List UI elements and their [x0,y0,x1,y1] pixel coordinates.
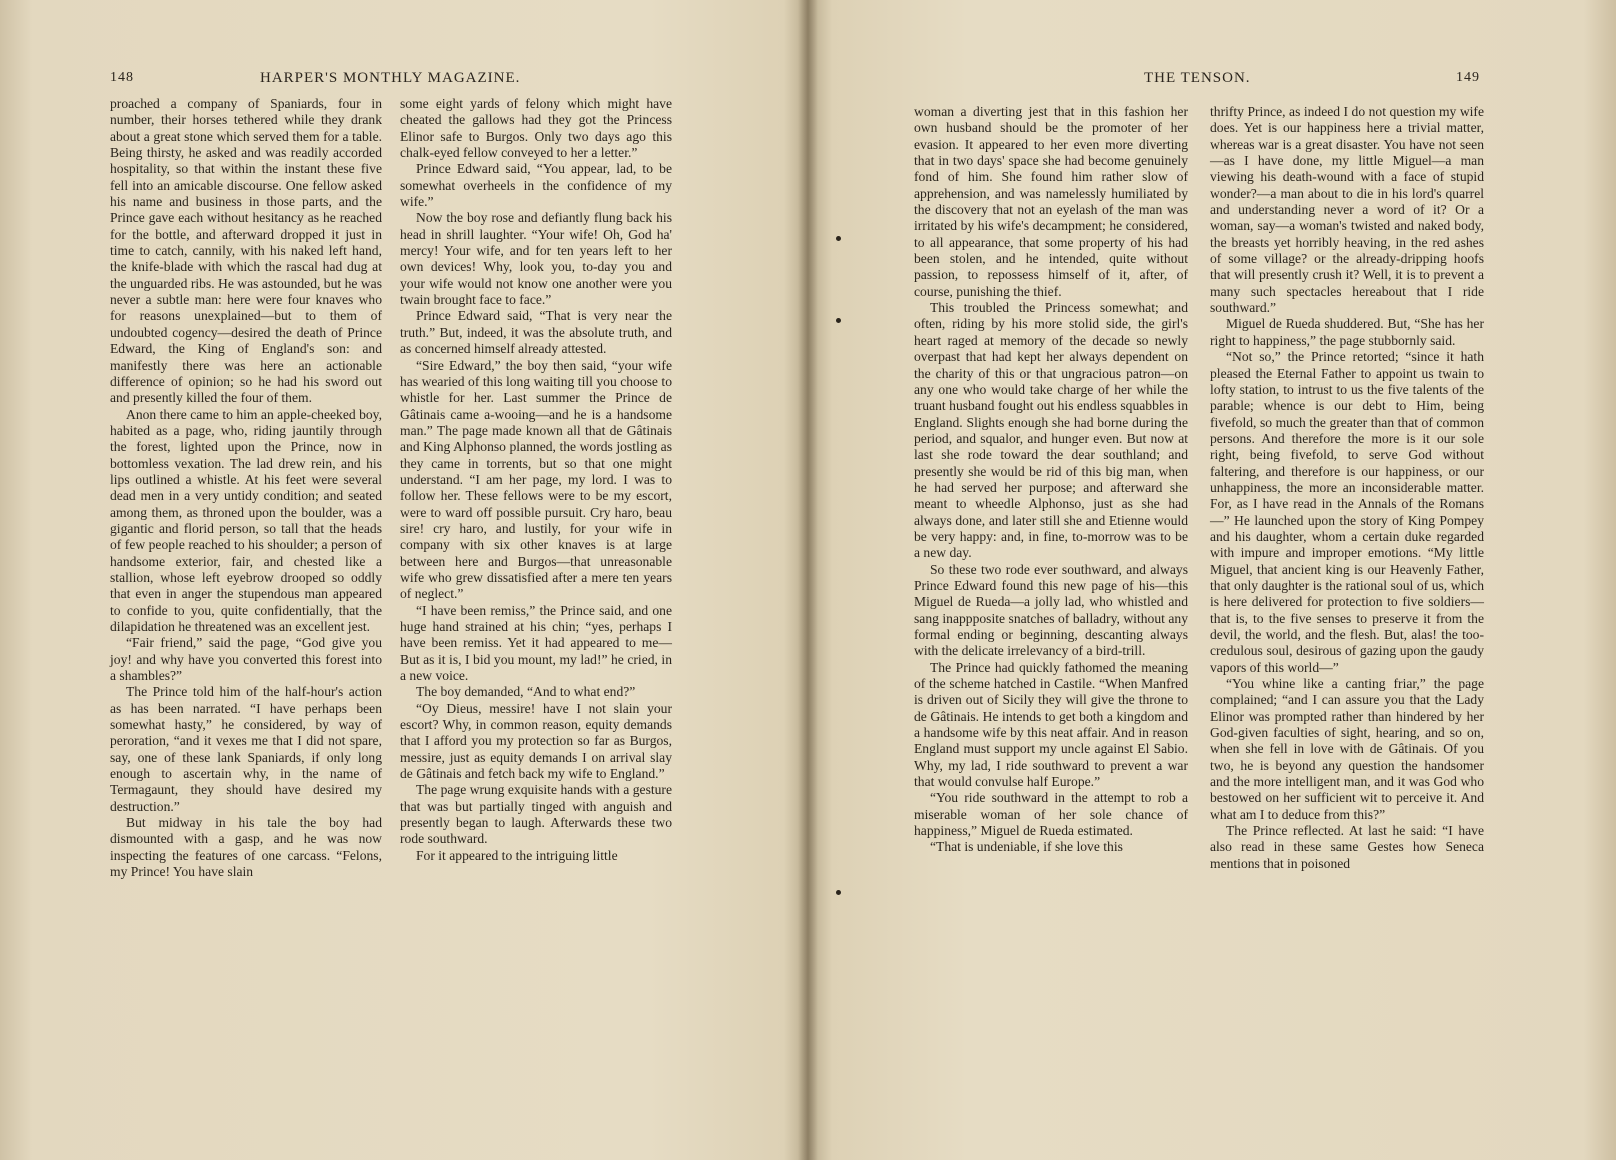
left-page-number: 148 [110,70,134,85]
paragraph: “I have been remiss,” the Prince said, and one huge hand strained at his chin; “yes, perhaps I have been remiss. Yet it had appeared to me— But as it is, I bid you mount, my lad!” he cried, in a new voice. [400,602,672,684]
right-page-number: 149 [1456,70,1480,85]
paragraph: “Fair friend,” said the page, “God give you joy! and why have you converted this forest into a shambles?” [110,635,382,684]
binding-hole-mark [836,890,841,895]
binding-hole-mark [836,318,841,323]
right-running-title: THE TENSON. [1144,70,1251,86]
paragraph: Anon there came to him an apple-cheeked boy, habited as a page, who, riding jauntily through the forest, lighted upon the Prince, now in bottomless vexation. The lad drew rein, and his lips outlined a whistle. At his feet were several dead men in a very untidy condition; and seated among them, as throned upon the boulder, was a gigantic and florid person, so tall that the heads of few people reached to his shoulder; a person of handsome exterior, fair, and chested like a stallion, whose left eyebrow drooped so oddly that even in anger the stupendous man appeared to confide to you, quite confidentially, that the dilapidation he threatened was an excellent jest. [110,406,382,634]
paragraph: “Not so,” the Prince retorted; “since it hath pleased the Eternal Father to appoint us twain to lofty station, to intrust to us the five talents of the parable; whence is our debt to Him, being fivefold, so much the greater than that of common persons. And therefore the more is it our sole right, being fivefold, to serve God without faltering, and therefore is our happiness, or our unhappiness, the more an inconsiderable matter. For, as I have read in the Annals of the Romans—” He launched upon the story of King Pompey and his daughter, whom a certain duke regarded with impure and improper emotions. “My little Miguel, that ancient king is our Heavenly Father, that only daughter is the rational soul of us, which is here delivered for protection to five soldiers—that is, to the five senses to preserve it from the devil, the world, and the flesh. But, alas! the too-credulous soul, desirous of gazing upon the gaudy vapors of this world—” [1210,349,1484,675]
paragraph: But midway in his tale the boy had dismounted with a gasp, and he was now inspecting the features of one carcass. “Felons, my Prince! You have slain [110,815,382,880]
paragraph: “You whine like a canting friar,” the page complained; “and I can assure you that the Lady Elinor was prompted rather than hindered by her God-given faculties of sight, hearing, and so on, when she fell in love with de Gâtinais. Of you two, he is beyond any question the handsomer and the more intelligent man, and it was God who bestowed on her sufficient wit to perceive it. And what am I to deduce from this?” [1210,676,1484,822]
paragraph: The Prince reflected. At last he said: “I have also read in these same Gestes how Seneca mentions that in poisoned [1210,823,1484,871]
paragraph: “You ride southward in the attempt to rob a miserable woman of her sole chance of happiness,” Miguel de Rueda estimated. [914,790,1188,839]
paragraph: The Prince had quickly fathomed the meaning of the scheme hatched in Castile. “When Manfred is driven out of Sicily they will give the throne to de Gâtinais. He intends to get both a kingdom and a handsome wife by this neat affair. And in reason England must support my uncle against El Sabio. Why, my lad, I ride southward to prevent a war that would convulse half Europe.” [914,659,1188,790]
left-page-column-2 [400,96,672,864]
paragraph: Prince Edward said, “That is very near the truth.” But, indeed, it was the absolute truth, and as concerned himself already attested. [400,308,672,357]
binding-hole-mark [836,236,841,241]
right-page-column-1 [914,104,1188,856]
paragraph: Now the boy rose and defiantly flung back his head in shrill laughter. “Your wife! Oh, God ha' mercy! Your wife, and for ten years left to her own devices! Why, look you, to-day you and your wife would not know one another were you twain brought face to face.” [400,210,672,308]
paragraph: The boy demanded, “And to what end?” [416,684,636,700]
right-page [816,0,1616,1160]
paragraph: Miguel de Rueda shuddered. But, “She has her right to happiness,” the page stubbornly said. [1210,316,1484,348]
book-gutter [798,0,818,1160]
paragraph: Prince Edward said, “You appear, lad, to be somewhat overheels in the confidence of my wife.” [400,161,672,210]
paragraph: This troubled the Princess somewhat; and often, riding by his more stolid side, the girl's heart raged at memory of the decade so newly overpast that had kept her always dependent on the charity of this or that ungracious patron—on any one who would take charge of her while the truant husband fought out his endless squabbles in England. Slights enough she had borne during the period, and squalor, and hunger even. But now at last she rode toward the dear southland; and presently she would be rid of this big man, when he had served her purpose; and afterward she meant to wheedle Alphonso, just as she had always done, and later still she and Etienne would be very happy: and, in fine, to-morrow was to be a new day. [914,300,1188,561]
left-page-column-1 [110,96,382,881]
paragraph: The Prince told him of the half-hour's action as has been narrated. “I have perhaps been somewhat hasty,” he considered, by way of peroration, “and it vexes me that I did not spare, say, one of these lank Spaniards, if only long enough to ascertain why, in the name of Termagaunt, they should have desired my destruction.” [110,684,382,814]
paragraph: “Sire Edward,” the boy then said, “your wife has wearied of this long waiting till you choose to whistle for her. Last summer the Prince de Gâtinais came a-wooing—and he is a handsome man.” The page made known all that de Gâtinais and King Alphonso planned, the words jostling as they came in torrents, but so that one might understand. “I am her page, my lord. I was to follow her. These fellows were to be my escort, were to ward off possible pursuit. Cry haro, beau sire! cry haro, and lustily, for your wife in company with six other knaves is at large between here and Burgos—that unreasonable wife who grew dissatisfied after a mere ten years of neglect.” [400,357,672,602]
right-page-column-2 [1210,104,1484,872]
paragraph: The page wrung exquisite hands with a gesture that was but partially tinged with anguish and presently began to laugh. Afterwards these two rode southward. [400,782,672,847]
paragraph: For it appeared to the intriguing little [416,847,618,863]
paragraph: “That is undeniable, if she love this [930,839,1123,855]
paragraph: “Oy Dieus, messire! have I not slain your escort? Why, in common reason, equity demands that I afford you my protection so far as Burgos, messire, just as equity demands I on arrival slay de Gâtinais and fetch back my wife to England.” [400,700,672,782]
paragraph: some eight yards of felony which might have cheated the gallows had they got the Princess Elinor safe to Burgos. Only two days ago this chalk-eyed fellow conveyed to her a letter.” [400,96,672,161]
left-page [0,0,800,1160]
paragraph: proached a company of Spaniards, four in number, their horses tethered while they drank about a great stone which served them for a table. Being thirsty, he asked and was readily accorded hospitality, so that within the instant these five fell into an amicable discourse. One fellow asked his name and business in those parts, and the Prince gave each without hesitancy as he reached for the bottle, and afterward dropped it just in time to catch, cannily, with his naked left hand, the knife-blade with which the rascal had dug at the unguarded ribs. He was astounded, but he was never a subtle man: here were four knaves who for reasons unexplained—but to them of undoubted cogency—desired the death of Prince Edward, the King of England's son: and manifestly there was here an actionable difference of opinion; so he had his sword out and presently killed the four of them. [110,96,382,406]
paragraph: thrifty Prince, as indeed I do not question my wife does. Yet is our happiness here a trivial matter, whereas war is a great disaster. You have not seen—as I have done, my little Miguel—a man viewing his death-wound with a face of stupid wonder?—a man about to die in his lord's quarrel and understanding never a word of it? Or a woman, say—a woman's twisted and naked body, the breasts yet horribly heaving, in the red ashes of some village? or the already-dripping hoofs that will presently crush it? Well, it is to prevent a many such spectacles hereabout that I ride southward.” [1210,104,1484,316]
paragraph: So these two rode ever southward, and always Prince Edward found this new page of his—this Miguel de Rueda—a jolly lad, who whistled and sang inappposite snatches of balladry, without any formal ending or beginning, descanting always with the delicate irrelevancy of a bird-trill. [914,561,1188,659]
left-running-title: HARPER'S MONTHLY MAGAZINE. [260,70,521,86]
paragraph: woman a diverting jest that in this fashion her own husband should be the promoter of her evasion. It appeared to her even more diverting that in two days' space she had become genuinely fond of him. She found him rather slow of apprehension, and was namelessly humiliated by the discovery that not an eyelash of the man was irritated by his wife's decampment; he considered, to all appearance, that some property of his had been stolen, and he intended, quite without passion, to repossess himself of it, after, of course, punishing the thief. [914,104,1188,299]
